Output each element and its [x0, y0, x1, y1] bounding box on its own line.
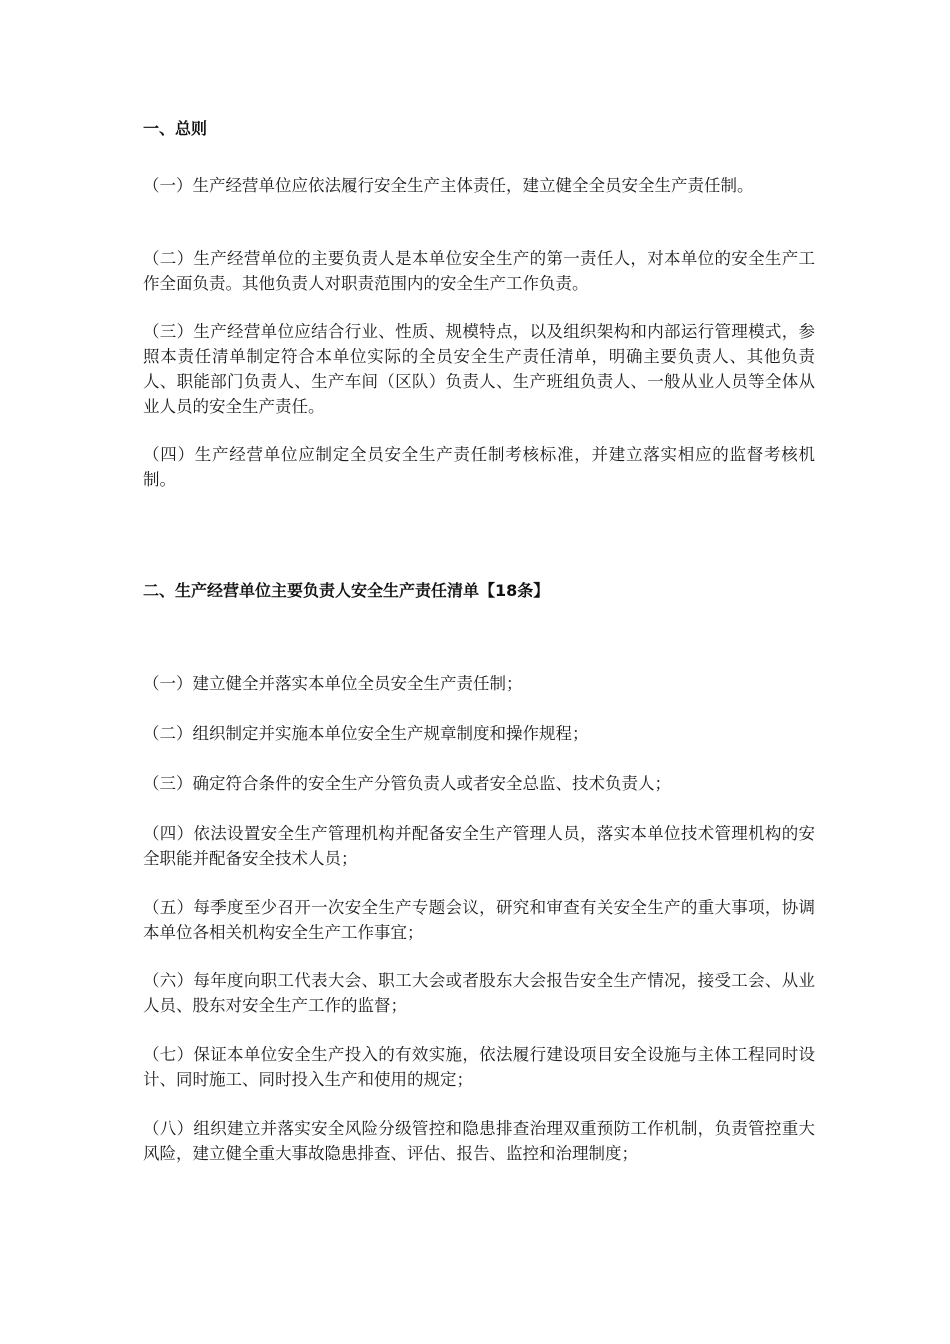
section-heading-general: 一、总则 — [143, 119, 208, 138]
list-item: （八）组织建立并落实安全风险分级管控和隐患排查治理双重预防工作机制，负责管控重大风险，建立健全重大事故隐患排查、评估、报告、监控和治理制度； — [143, 1119, 815, 1163]
paragraph: （三）生产经营单位应结合行业、性质、规模特点，以及组织架构和内部运行管理模式，参照本责任清单制定符合本单位实际的全员安全生产责任清单，明确主要负责人、其他负责人、职能部门负责人、生产车间（区队）负责人、生产班组负责人、一般从业人员等全体从业人员的安全生产责任。 — [143, 322, 815, 416]
section-heading-responsibilities: 二、生产经营单位主要负责人安全生产责任清单【18条】 — [143, 581, 550, 600]
list-item: （六）每年度向职工代表大会、职工大会或者股东大会报告安全生产情况，接受工会、从业人员、股东对安全生产工作的监督； — [143, 971, 815, 1015]
paragraph: （四）生产经营单位应制定全员安全生产责任制考核标准，并建立落实相应的监督考核机制。 — [143, 445, 815, 489]
paragraph: （二）生产经营单位的主要负责人是本单位安全生产的第一责任人，对本单位的安全生产工作全面负责。其他负责人对职责范围内的安全生产工作负责。 — [143, 249, 815, 293]
list-item: （五）每季度至少召开一次安全生产专题会议，研究和审查有关安全生产的重大事项，协调本单位各相关机构安全生产工作事宜； — [143, 898, 815, 942]
list-item: （一）建立健全并落实本单位全员安全生产责任制； — [143, 674, 523, 693]
list-item: （二）组织制定并实施本单位安全生产规章制度和操作规程； — [143, 724, 589, 743]
paragraph: （一）生产经营单位应依法履行安全生产主体责任，建立健全全员安全生产责任制。 — [143, 176, 754, 195]
list-item: （七）保证本单位安全生产投入的有效实施，依法履行建设项目安全设施与主体工程同时设计、同时施工、同时投入生产和使用的规定； — [143, 1045, 815, 1089]
list-item: （四）依法设置安全生产管理机构并配备安全生产管理人员，落实本单位技术管理机构的安全职能并配备安全技术人员； — [143, 824, 815, 868]
list-item: （三）确定符合条件的安全生产分管负责人或者安全总监、技术负责人； — [143, 774, 671, 793]
